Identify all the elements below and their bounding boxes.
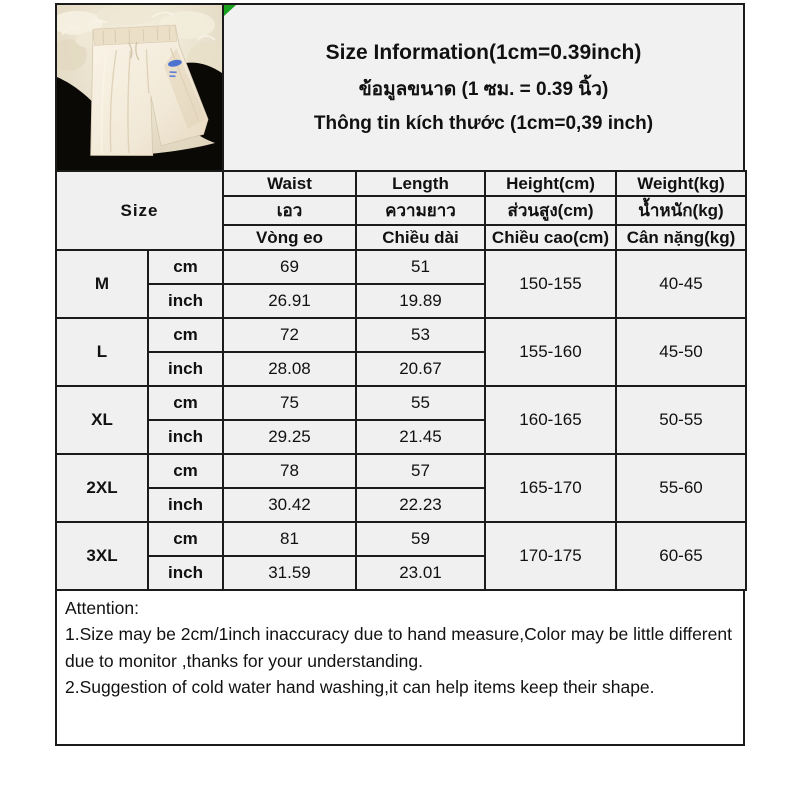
height-range: 165-170	[485, 454, 616, 522]
weight-range: 40-45	[616, 250, 746, 318]
unit-label-cm: cm	[148, 522, 223, 556]
table-row	[56, 522, 746, 556]
col-header-weight-en: Weight(kg)	[616, 171, 746, 196]
unit-label-cm: cm	[148, 318, 223, 352]
length-cm-value: 51	[356, 250, 485, 284]
length-inch-value: 23.01	[356, 556, 485, 590]
weight-range: 45-50	[616, 318, 746, 386]
size-label: 3XL	[56, 522, 148, 590]
col-header-length-en: Length	[356, 171, 485, 196]
waist-inch-value: 31.59	[223, 556, 356, 590]
height-range: 155-160	[485, 318, 616, 386]
attention-line-1: 1.Size may be 2cm/1inch inaccuracy due to hand measure,Color may be little different due to monitor ,thanks for your understanding.	[65, 624, 732, 671]
height-range: 150-155	[485, 250, 616, 318]
waist-inch-value: 29.25	[223, 420, 356, 454]
size-label: XL	[56, 386, 148, 454]
length-inch-value: 22.23	[356, 488, 485, 522]
table-row	[56, 250, 746, 284]
unit-label-inch: inch	[148, 556, 223, 590]
col-header-height-th: ส่วนสูง(cm)	[485, 196, 616, 225]
header-section	[55, 3, 745, 170]
unit-label-inch: inch	[148, 352, 223, 386]
weight-range: 50-55	[616, 386, 746, 454]
size-label: L	[56, 318, 148, 386]
col-header-waist-vi: Vòng eo	[223, 225, 356, 250]
attention-line-2: 2.Suggestion of cold water hand washing,it can help items keep their shape.	[65, 676, 655, 697]
waist-inch-value: 28.08	[223, 352, 356, 386]
corner-accent-triangle	[224, 5, 236, 16]
attention-heading: Attention:	[65, 598, 139, 618]
waist-cm-value: 69	[223, 250, 356, 284]
col-header-height-vi: Chiều cao(cm)	[485, 225, 616, 250]
table-row	[56, 318, 746, 352]
waist-cm-value: 78	[223, 454, 356, 488]
waist-cm-value: 72	[223, 318, 356, 352]
unit-label-cm: cm	[148, 454, 223, 488]
length-inch-value: 19.89	[356, 284, 485, 318]
table-row	[56, 454, 746, 488]
length-inch-value: 21.45	[356, 420, 485, 454]
title-block	[224, 5, 743, 170]
unit-label-cm: cm	[148, 250, 223, 284]
size-label: 2XL	[56, 454, 148, 522]
title-english: Size Information(1cm=0.39inch)	[325, 40, 642, 64]
weight-range: 60-65	[616, 522, 746, 590]
shorts-photo-illustration	[57, 5, 222, 170]
waist-cm-value: 81	[223, 522, 356, 556]
col-header-waist-en: Waist	[223, 171, 356, 196]
weight-range: 55-60	[616, 454, 746, 522]
waist-inch-value: 26.91	[223, 284, 356, 318]
col-header-weight-vi: Cân nặng(kg)	[616, 225, 746, 250]
height-range: 170-175	[485, 522, 616, 590]
title-thai: ข้อมูลขนาด (1 ซม. = 0.39 นิ้ว)	[358, 78, 609, 100]
attention-note	[55, 591, 745, 746]
waist-cm-value: 75	[223, 386, 356, 420]
size-corner-label: Size	[56, 171, 223, 250]
unit-label-inch: inch	[148, 284, 223, 318]
col-header-length-vi: Chiều dài	[356, 225, 485, 250]
waist-inch-value: 30.42	[223, 488, 356, 522]
size-table	[55, 170, 747, 591]
length-inch-value: 20.67	[356, 352, 485, 386]
unit-label-inch: inch	[148, 488, 223, 522]
col-header-length-th: ความยาว	[356, 196, 485, 225]
size-label: M	[56, 250, 148, 318]
unit-label-inch: inch	[148, 420, 223, 454]
length-cm-value: 53	[356, 318, 485, 352]
col-header-height-en: Height(cm)	[485, 171, 616, 196]
length-cm-value: 57	[356, 454, 485, 488]
height-range: 160-165	[485, 386, 616, 454]
product-photo	[57, 5, 224, 170]
size-chart-sheet	[55, 3, 745, 746]
length-cm-value: 55	[356, 386, 485, 420]
table-row	[56, 386, 746, 420]
col-header-weight-th: น้ำหนัก(kg)	[616, 196, 746, 225]
length-cm-value: 59	[356, 522, 485, 556]
unit-label-cm: cm	[148, 386, 223, 420]
col-header-waist-th: เอว	[223, 196, 356, 225]
title-vietnamese: Thông tin kích thước (1cm=0,39 inch)	[313, 112, 654, 134]
